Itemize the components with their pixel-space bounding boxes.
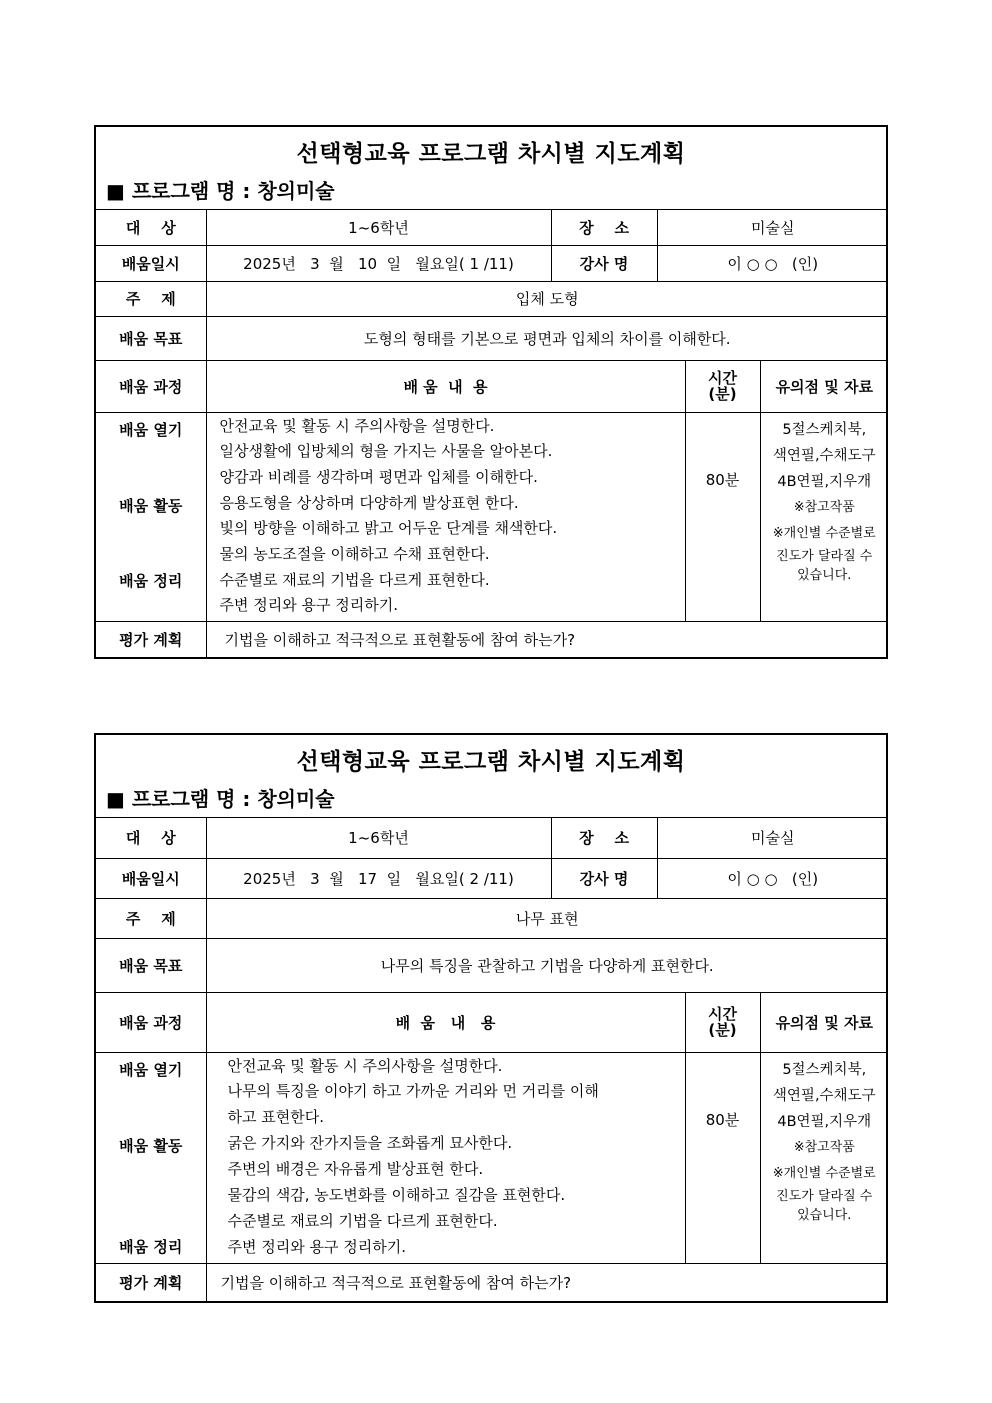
notes-line: 있습니다. (797, 567, 852, 583)
target-label: 대 상 (96, 818, 206, 858)
notes-line: 4B연필,지우개 (777, 473, 872, 490)
time-label-line2: (분) (708, 385, 737, 403)
notes-line: ※참고작품 (793, 499, 855, 515)
content-line: 수준별로 재료의 기법을 다르게 표현한다. (227, 1211, 498, 1230)
content-line: 하고 표현한다. (227, 1108, 324, 1127)
goal-value: 나무의 특징을 관찰하고 기법을 다양하게 표현한다. (206, 938, 888, 992)
notes-line: 있습니다. (797, 1207, 852, 1223)
phase-close: 배움 정리 (119, 1237, 183, 1256)
process-label: 배움 과정 (96, 360, 206, 412)
topic-label: 주 제 (96, 898, 206, 938)
content-line: 안전교육 및 활동 시 주의사항을 설명한다. (227, 1056, 503, 1075)
teacher-label: 강사 명 (551, 858, 657, 898)
place-label: 장 소 (551, 210, 657, 245)
place-label: 장 소 (551, 818, 657, 858)
content-line: 주변 정리와 용구 정리하기. (219, 596, 398, 615)
time-label-line1: 시간 (708, 369, 737, 387)
notes-line: 5절스케치북, (782, 421, 867, 438)
target-label: 대 상 (96, 210, 206, 245)
notes-line: ※참고작품 (793, 1139, 855, 1155)
time-label (685, 360, 760, 412)
plan-header (96, 735, 886, 818)
plan-table (96, 210, 888, 658)
notes-line: 색연필,수채도구 (772, 1087, 876, 1104)
notes-cell (760, 1052, 888, 1263)
program-name: ■ 프로그램 명 : 창의미술 (106, 179, 335, 203)
target-value: 1~6학년 (206, 818, 551, 858)
content-line: 나무의 특징을 이야기 하고 가까운 거리와 먼 거리를 이해 (227, 1082, 599, 1101)
notes-line: 4B연필,지우개 (777, 1113, 872, 1130)
notes-line: 진도가 달라질 수 (776, 548, 873, 564)
eval-label: 평가 계획 (96, 1263, 206, 1302)
target-value: 1~6학년 (206, 210, 551, 245)
goal-label: 배움 목표 (96, 938, 206, 992)
content-label: 배 움 내 용 (206, 992, 685, 1052)
eval-value: 기법을 이해하고 적극적으로 표현활동에 참여 하는가? (206, 621, 888, 658)
notes-line: 5절스케치북, (782, 1061, 867, 1078)
phase-activity: 배움 활동 (119, 1136, 183, 1155)
place-value: 미술실 (657, 210, 888, 245)
notes-line: ※개인별 수준별로 (772, 1165, 876, 1181)
content-line: 빛의 방향을 이해하고 밝고 어두운 단계를 채색한다. (219, 519, 558, 538)
content-line: 수준별로 재료의 기법을 다르게 표현한다. (219, 570, 490, 589)
plan-header (96, 127, 886, 210)
notes-line: 색연필,수채도구 (772, 447, 876, 464)
eval-label: 평가 계획 (96, 621, 206, 658)
topic-value: 나무 표현 (206, 898, 888, 938)
eval-value: 기법을 이해하고 적극적으로 표현활동에 참여 하는가? (206, 1263, 888, 1302)
topic-value: 입체 도형 (206, 281, 888, 316)
datetime-value: 2025년 3 월 17 일 월요일( 2 /11) (206, 858, 551, 898)
notes-cell (760, 412, 888, 621)
time-value: 80분 (685, 412, 760, 621)
content-line: 굵은 가지와 잔가지들을 조화롭게 묘사한다. (227, 1134, 513, 1153)
topic-label: 주 제 (96, 281, 206, 316)
content-label: 배 움 내 용 (206, 360, 685, 412)
time-label (685, 992, 760, 1052)
content-line: 물감의 색감, 농도변화를 이해하고 질감을 표현한다. (227, 1186, 566, 1205)
teacher-value: 이 ○ ○ (인) (657, 245, 888, 281)
plan-table (96, 818, 888, 1302)
phase-open: 배움 열기 (119, 1060, 183, 1079)
time-label-line1: 시간 (708, 1005, 737, 1023)
content-line: 물의 농도조절을 이해하고 수채 표현한다. (219, 545, 490, 564)
content-line: 양감과 비례를 생각하며 평면과 입체를 이해한다. (219, 467, 538, 486)
phases-cell (96, 1052, 206, 1263)
content-line: 응용도형을 상상하며 다양하게 발상표현 한다. (219, 493, 519, 512)
place-value: 미술실 (657, 818, 888, 858)
content-line: 안전교육 및 활동 시 주의사항을 설명한다. (219, 416, 495, 435)
content-line: 주변의 배경은 자유롭게 발상표현 한다. (227, 1160, 484, 1179)
teacher-label: 강사 명 (551, 245, 657, 281)
datetime-value: 2025년 3 월 10 일 월요일( 1 /11) (206, 245, 551, 281)
notes-line: ※개인별 수준별로 (772, 525, 876, 541)
phase-close: 배움 정리 (119, 571, 183, 590)
program-name: ■ 프로그램 명 : 창의미술 (106, 787, 335, 811)
process-label: 배움 과정 (96, 992, 206, 1052)
datetime-label: 배움일시 (96, 245, 206, 281)
content-line: 일상생활에 입방체의 형을 가지는 사물을 알아본다. (219, 442, 553, 461)
content-line: 주변 정리와 용구 정리하기. (227, 1237, 406, 1256)
phases-cell (96, 412, 206, 621)
notes-label: 유의점 및 자료 (760, 360, 888, 412)
lesson-plan-2 (94, 733, 888, 1303)
time-label-line2: (분) (708, 1021, 737, 1039)
time-value: 80분 (685, 1052, 760, 1263)
notes-line: 진도가 달라질 수 (776, 1188, 873, 1204)
notes-label: 유의점 및 자료 (760, 992, 888, 1052)
teacher-value: 이 ○ ○ (인) (657, 858, 888, 898)
lesson-plan-1 (94, 125, 888, 659)
plan-title: 선택형교육 프로그램 차시별 지도계획 (296, 141, 686, 167)
goal-value: 도형의 형태를 기본으로 평면과 입체의 차이를 이해한다. (206, 316, 888, 360)
datetime-label: 배움일시 (96, 858, 206, 898)
phase-open: 배움 열기 (119, 420, 183, 439)
plan-title: 선택형교육 프로그램 차시별 지도계획 (296, 749, 686, 775)
content-cell (206, 1052, 685, 1263)
goal-label: 배움 목표 (96, 316, 206, 360)
content-cell (206, 412, 685, 621)
phase-activity: 배움 활동 (119, 496, 183, 515)
